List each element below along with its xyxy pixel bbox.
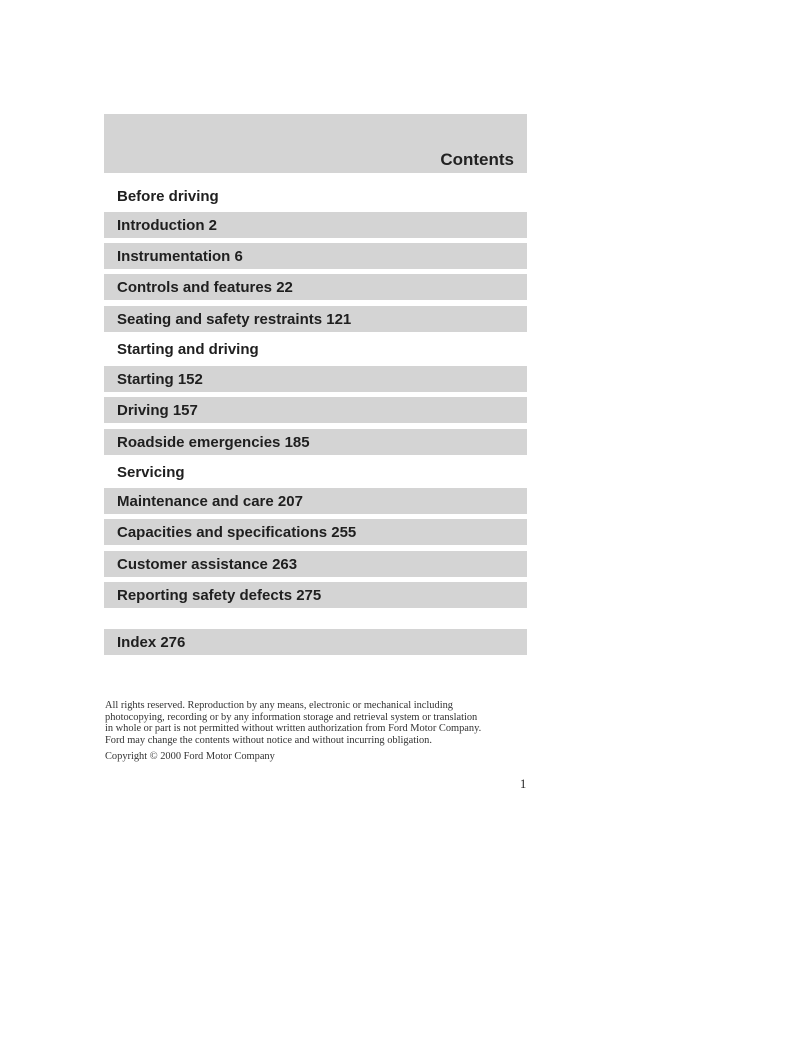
- toc-item-introduction[interactable]: [104, 212, 527, 238]
- toc-item-label: Capacities and specifications 255: [117, 523, 357, 541]
- copyright-notice: Copyright © 2000 Ford Motor Company: [105, 751, 275, 762]
- toc-item-label: Index 276: [117, 633, 186, 651]
- toc-section-label: Before driving: [117, 187, 219, 205]
- page-title: Contents: [440, 150, 514, 169]
- toc-item-starting[interactable]: [104, 366, 527, 392]
- toc-item-reporting-safety-defects[interactable]: [104, 582, 527, 608]
- contents-header: [104, 114, 527, 173]
- toc-item-label: Maintenance and care 207: [117, 492, 303, 510]
- toc-item-capacities-and-specifications[interactable]: [104, 519, 527, 545]
- legal-line: in whole or part is not permitted without written authorization from Ford Motor Company.: [105, 723, 482, 735]
- toc-item-customer-assistance[interactable]: [104, 551, 527, 577]
- legal-notice: [105, 700, 535, 746]
- legal-line: Ford may change the contents without notice and without incurring obligation.: [105, 734, 432, 746]
- toc-section-before-driving: [104, 183, 527, 209]
- toc-section-label: Servicing: [117, 463, 185, 481]
- toc-item-label: Customer assistance 263: [117, 555, 298, 573]
- legal-line: All rights reserved. Reproduction by any means, electronic or mechanical including: [105, 700, 453, 711]
- toc-item-roadside-emergencies[interactable]: [104, 429, 527, 455]
- page-number: 1: [520, 777, 527, 791]
- toc-item-label: Instrumentation 6: [117, 247, 243, 265]
- legal-line: photocopying, recording or by any information storage and retrieval system or translation: [105, 711, 478, 723]
- toc-item-label: Introduction 2: [117, 216, 217, 234]
- toc-item-seating-and-safety[interactable]: [104, 306, 527, 332]
- toc-item-label: Roadside emergencies 185: [117, 433, 310, 451]
- toc-item-maintenance-and-care[interactable]: [104, 488, 527, 514]
- toc-item-label: Driving 157: [117, 401, 198, 419]
- toc-section-starting-and-driving: [104, 336, 527, 362]
- toc-section-servicing: [104, 459, 527, 485]
- toc-item-label: Controls and features 22: [117, 278, 293, 296]
- toc-item-label: Reporting safety defects 275: [117, 586, 322, 604]
- toc-item-index[interactable]: [104, 629, 527, 655]
- toc-item-label: Starting 152: [117, 370, 203, 388]
- toc-item-controls-and-features[interactable]: [104, 274, 527, 300]
- toc-item-driving[interactable]: [104, 397, 527, 423]
- toc-section-label: Starting and driving: [117, 340, 259, 358]
- toc-item-label: Seating and safety restraints 121: [117, 310, 352, 328]
- toc-item-instrumentation[interactable]: [104, 243, 527, 269]
